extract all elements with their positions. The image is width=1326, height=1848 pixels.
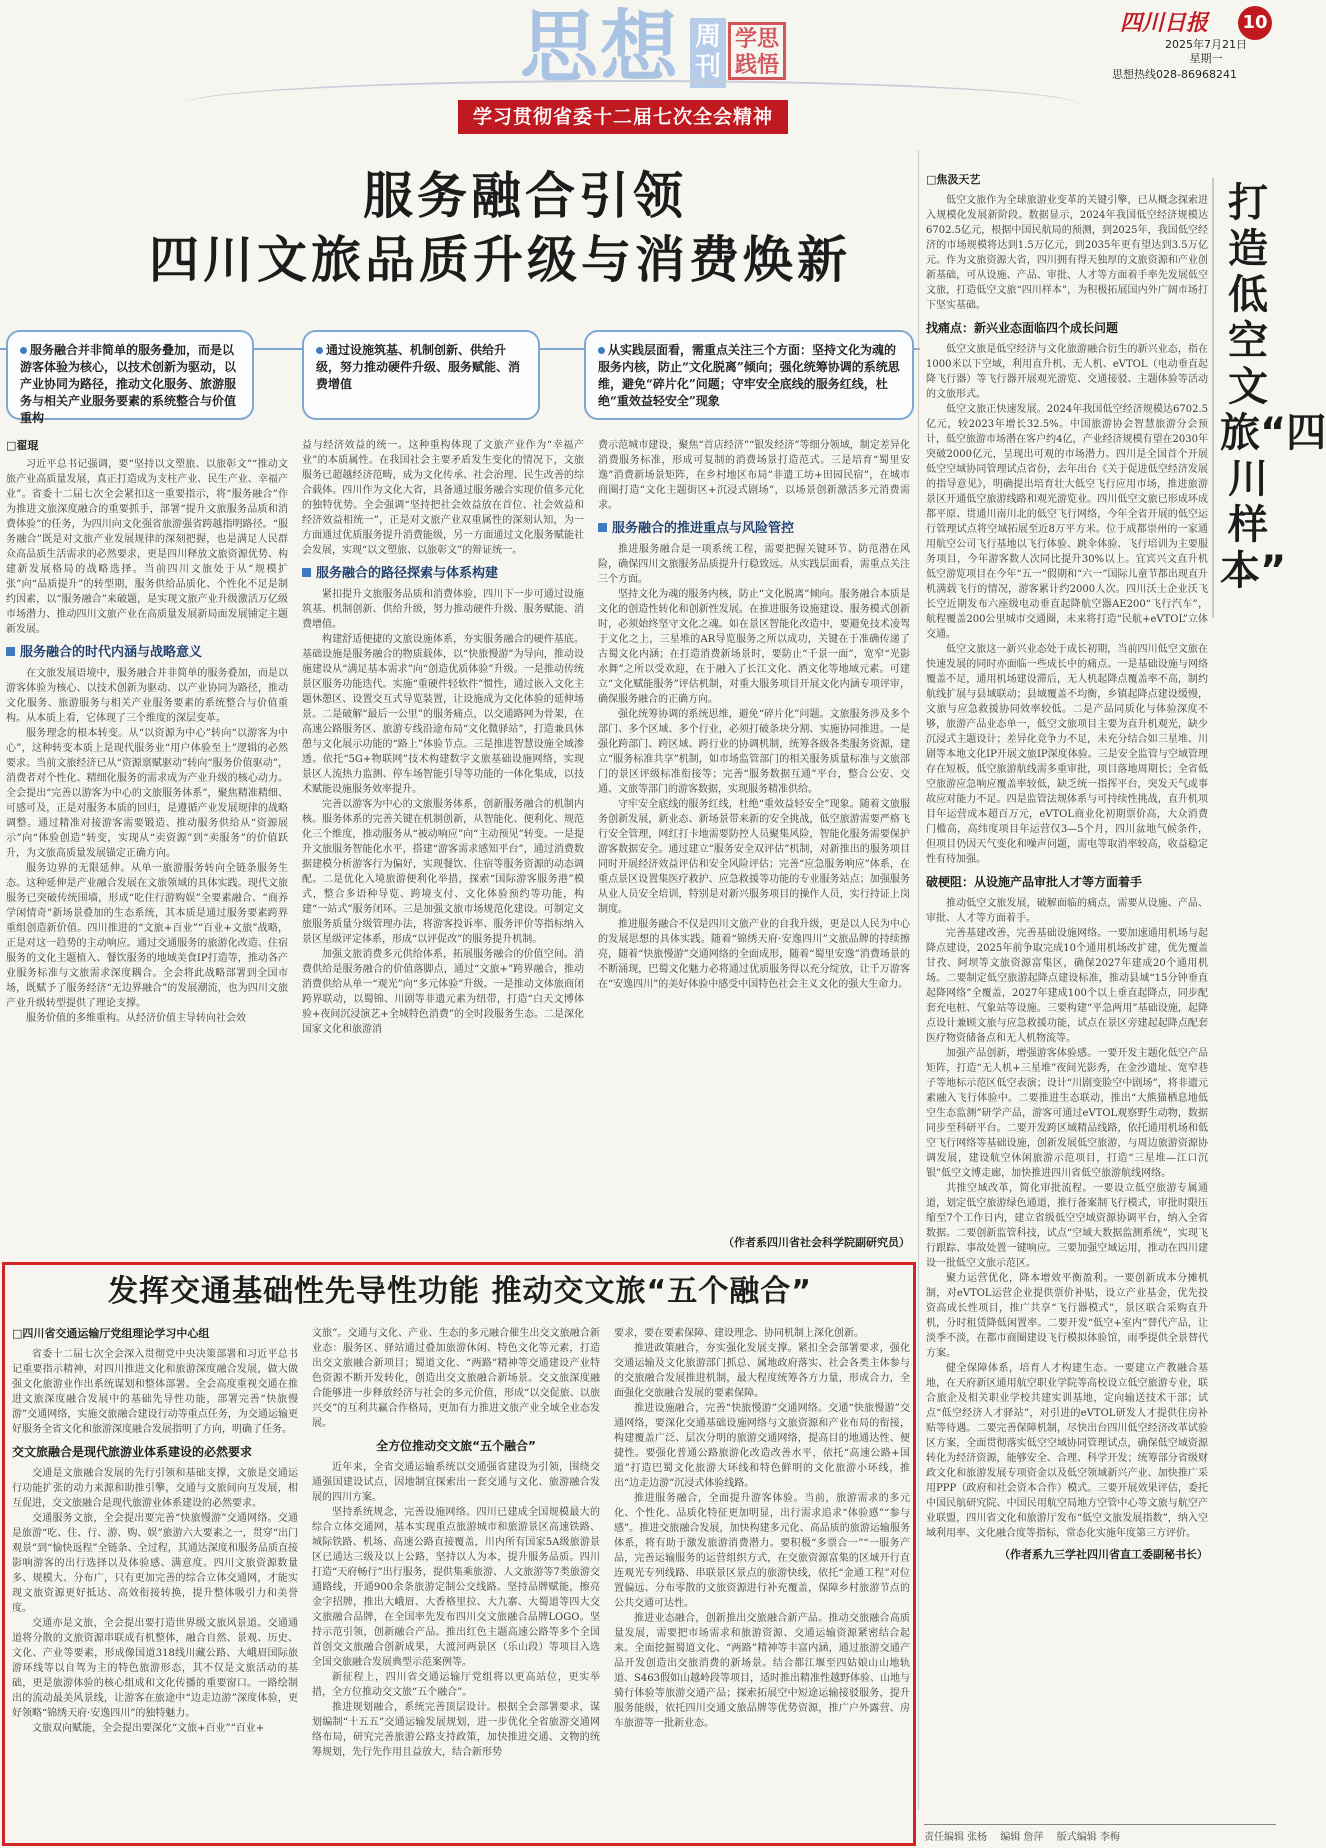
lead-column-1 xyxy=(6,438,288,1254)
bottom-byline: □四川省交通运输厅党组理论学习中心组 xyxy=(12,1327,210,1340)
side-title-rule xyxy=(1212,178,1214,618)
paragraph: 交通服务文旅，全会提出要完善“快旅慢游”交通网络。交通是旅游“吃、住、行、游、购、娱”旅游六大要素之一，贯穿“出门观景”到“愉快返程”全链条、全过程，其通达深度和服务品质直接影响游客的出行选择以及体验感、满意度。四川文旅资源数量多、规模大、分布广，只有更加完善的综合立体交通网，才能实现文旅资源更好抵达、高效衔接转换，提升整体吸引力和美誉度。 xyxy=(12,1513,298,1614)
section-heading xyxy=(302,566,584,581)
callout-text: 通过设施筑基、机制创新、供给升级，努力推动硬件升级、服务赋能、消费增值 xyxy=(316,343,521,391)
paragraph: 费示范城市建设，聚焦“首店经济”“银发经济”等细分领域，制定差异化消费服务标准，形成可复制的消费场景打造范式。三是培育“蜀里安逸”消费新场景矩阵，在乡村地区布局“非遗工坊+田园民宿”，在城市商圈打造“文化主题街区+沉浸式剧场”，以场景创新激活多元消费需求。 xyxy=(598,440,910,511)
paragraph: 健全保障体系，培育人才构建生态。一要建立产教融合基地，在天府新区通用航空职业学院等高校设立低空旅游专业，联合旅企及相关职业学校共建实训基地，定向输送技术干部；试点“低空经济人才驿站”，对引进的eVTOL研发人才提供住房补贴等待遇。二要完善保障机制，尽快出台四川低空经济改革试验区方案，全面贯彻落实低空空域协同管理试点，确保低空域资源转化为经济资源，能够安全、合理、科学开发；统筹部分省级财政文化和旅游发展专项资金以及低空领域新兴产业、加快推广采用PPP（政府和社会资本合作）模式。三要开展效果评估，委托中国民航研究院、中国民用航空局地方空管中心等文旅与航空产业联盟，四川省文化和旅游厅发布“低空文旅发展指数”，纳入空域利用率、文化融合度等指标，常态化实施年度第三方评价。 xyxy=(926,1363,1208,1539)
paragraph: 加强文旅消费多元供给体系，拓展服务融合的价值空间。消费供给是服务融合的价值落脚点，通过“文旅+”跨界融合，推动消费供给从单一“观光”向“多元体验”升级。一是推动文体旅商闭跨界联动，以蜀锦、川剧等非遗元素为纽带，打造“白天文博体验+夜间沉浸演艺+全城特色消费”的全时段服务生态。二是深化国家文化和旅游消 xyxy=(302,949,584,1035)
callout-text: 服务融合并非简单的服务叠加，而是以游客体验为核心，以技术创新为驱动，以产业协同为路径，推动文化服务、旅游服务与相关产业服务要素的系统整合与价值重构 xyxy=(20,343,237,425)
section-heading-text: 服务融合的推进重点与风险管控 xyxy=(612,521,795,536)
paragraph: 推进服务融合，全面提升游客体验。当前，旅游需求的多元化、个性化、品质化特征更加明显，出行需求追求“体验感”“参与感”。推进交旅融合发展，加快构建多元化、高品质的旅游运输服务体系，将有助于激发旅游消费潜力。要积极“多票合一”“一服务产品，完善运输服务的运营组织方式，在交旅资源富集的区域开行直连观光专列线路、串联景区景点的旅游快线，依托“金通工程”对位置偏远、分布零散的文旅资源进行补充覆盖，保障乡村旅游节点的公共交通可达性。 xyxy=(614,1493,910,1609)
paragraph: 构建舒适便捷的文旅设施体系，夯实服务融合的硬件基底。基础设施是服务融合的物质载体，以“快旅慢游”为导向，推动设施建设从“满足基本需求”向“创造优质体验”升级。一是推动传统景区服务功能迭代。实施“重硬件轻软件”惯性，通过嵌入文化主题休憩区、设置交互式导览装置，让设施成为文化体验的延伸场景。二是破解“最后一公里”的服务痛点，以交通路网为骨架，在高速公路服务区、旅游专线沿途布局“文化微驿站”，打造兼具休憩与文化展示功能的“路上”体验节点。三是推进智慧设施全域渗透。依托“5G+物联网”技术构建数字文旅基础设施网络，实现景区人流热力监测、停车场智能引导等功能的一体化集成，以技术赋能设施服务效率提升。 xyxy=(302,634,584,795)
paragraph: 推进规划融合，系统完善顶层设计。根据全会部署要求，谋划编制“十五五”交通运输发展规划，进一步优化全省旅游交通网络布局，研究完善旅游公路支持政策，加快推进交通、文物的统筹规划，先行先作用且益放大，结合新形势 xyxy=(312,1702,600,1758)
side-signature: （作者系九三学社四川省直工委副秘书长） xyxy=(999,1548,1208,1561)
lead-signature: （作者系四川省社会科学院副研究员） xyxy=(723,1236,910,1249)
bullet-dot-icon xyxy=(598,347,605,354)
paragraph: 要求，要在要素保障、建设理念、协同机制上深化创新。 xyxy=(614,1328,864,1339)
paragraph: 近年来，全省交通运输系统以交通强省建设为引领，围绕交通强国建设试点，因地制宜探索出一套交通与文化、旅游融合发展的四川方案。 xyxy=(312,1462,600,1503)
paragraph: 完善以游客为中心的文旅服务体系，创新服务融合的机制内核。服务体系的完善关键在机制创新，从智能化、便利化、规范化三个维度，推动服务从“被动响应”向“主动预见”转变。一是提升文旅服务智能化水平，搭建“游客需求感知平台”，通过消费数据建模分析游客行为偏好，实现餐饮、住宿等服务资源的动态调配。二是优化入境旅游便利化举措，探索“国际游客服务港”模式，整合多语种导览、跨境支付、文化体验预约等功能，构建“一站式”服务闭环。三是加强文旅市场规范化建设。可制定文旅服务质量分级管理办法，将游客投诉率、服务评价等指标纳入景区星级评定体系，形成“以评促改”的服务提升机制。 xyxy=(302,799,584,945)
lead-headline-line2: 四川文旅品质升级与消费焕新 xyxy=(149,231,851,289)
paragraph: 聚力运营优化，降本增效平衡盈利。一要创新成本分摊机制，对eVTOL运营企业提供票价补贴，设立产业基金，优先投资高成长性项目，推广共享“飞行器模式”，景区联合采购直升机，分时租赁降低闲置率。二要开发“低空+室内”替代产品，让淡季不淡，在都市商圈建设飞行模拟体验馆，雨季提供全景替代方案。 xyxy=(926,1273,1208,1359)
callout-text: 从实践层面看，需重点关注三个方面：坚持文化为魂的服务内核，防止“文化脱离”倾向；强化统筹协调的系统思维，避免“碎片化”问题；守牢安全底线的服务红线，杜绝“重效益轻安全”现象 xyxy=(598,343,900,408)
weekly-label: 周刊 xyxy=(690,18,726,88)
section-title: 思想 xyxy=(520,3,681,93)
issue-date xyxy=(1146,38,1266,66)
bottom-column-1 xyxy=(12,1326,298,1840)
paragraph: 交通是文旅融合发展的先行引领和基础支撑，文旅是交通运行功能扩张的动力来源和助推引擎，交通与文旅间向互发展，相互促进，交文旅融合是现代旅游业体系建设的必然要求。 xyxy=(12,1468,298,1509)
side-byline: □焦汲天艺 xyxy=(926,173,981,186)
paragraph: 推进业态融合，创新推出交旅融合新产品。推动交旅融合高质量发展，需要把市场需求和旅游资源、交通运输资源紧密结合起来。全面挖掘蜀道文化、“两路”精神等丰富内涵，通过旅游交通产品开发创造出交旅消费的新场景。结合都江堰至四姑娘山山地轨道、S463假如山越岭段等项目，适时推出精准性越野体验、山地与骑行体验等旅游交通产品；探索拓展空中短途运输接驳服务，提升服务能级，依托四川交通文旅品牌等优势资源，推广户外露营、房车旅游等一批新业态。 xyxy=(614,1613,910,1729)
bullet-dot-icon xyxy=(316,347,323,354)
paragraph: 服务价值的多维重构。从经济价值主导转向社会效 xyxy=(26,1013,246,1024)
newspaper-logo: 四川日报 xyxy=(1120,10,1209,36)
paragraph: 益与经济效益的统一。这种重构体现了文旅产业作为“幸福产业”的本质属性。在我国社会主要矛盾发生变化的情况下，文旅服务已超越经济范畴，成为文化传承、社会治理、民生改善的综合载体。四川作为文化大省，具备通过服务融合实现价值多元化的独特优势。全会强调“坚持把社会效益放在首位、社会效益和经济效益相统一”，正是对文旅产业双重属性的深刻认知，为一方面通过优质服务提升消费能级，另一方面通过文化服务赋能社会发展，实现“以文塑旅、以旅彰文”的辩证统一。 xyxy=(302,440,584,556)
square-bullet-icon xyxy=(6,647,15,656)
lead-column-3 xyxy=(598,438,910,1230)
paragraph: 习近平总书记强调，要“坚持以文塑旅、以旅彰文”“推动文旅产业高质量发展，真正打造成为支柱产业、民生产业、幸福产业”。省委十二届七次全会紧扣这一重要指示，将“服务融合”作为推进文旅深度融合的重要抓手，部署“提升文旅服务品质和消费体验”的任务，为四川向文化强省旅游强省跨越指明路径。“服务融合”既是对文旅产业发展规律的深刻把握，也是满足人民群众高品质生活需求的必然要求，更是四川释放文旅资源优势、构建新发展格局的战略选择。当前四川文旅处于从“规模扩张”向“品质提升”的转型期，服务供给品质化、个性化不足是制约因素，以“服务融合”来破题，是实现文旅产业升级激活万亿级市场潜力、推动四川文旅产业在高质量发展新局面发展铺定主题新发展。 xyxy=(6,459,288,635)
footer-rule xyxy=(924,1824,1276,1825)
bottom-column-3 xyxy=(614,1326,910,1840)
paragraph: 交通亦是文旅，全会提出要打造世界级文旅风景道。交通通道将分散的文旅资源串联成有机整体，融合自然、景观、历史、文化、产业等要素，形成像国道318线川藏公路、大峨眉国际旅游环线等以自驾为主的特色旅游形态，其不仅是文旅活动的基础，更是旅游体验的核心组成和文化传播的重要窗口。一路绘制出的流动最美风景线，让游客在旅途中“边走边游”深度体验，更好领略“锦绣天府·安逸四川”的独特魅力。 xyxy=(12,1618,298,1719)
paragraph: 推进政策融合，夯实强化发展支撑。紧扣全会部署要求，强化交通运输及文化旅游部门抓总、属地政府落实、社会各类主体参与的交旅融合发展推进机制，最大程度统筹各方力量，形成合力，全面强化交旅融合发展的要素保障。 xyxy=(614,1343,910,1399)
paragraph: 低空文旅正快速发展。2024年我国低空经济规模达6702.5亿元，较2023年增长32.5%。中国旅游协会智慧旅游分会预计，低空旅游市场潜在客户约4亿，产业经济规模有望在2030年突破2000亿元，呈现出可观的市场潜力。四川是全国首个开展低空空域协同管理试点省份，去年出台《关于促进低空经济发展的指导意见》，明确提出培育壮大低空飞行应用市场，推进旅游景区开通低空旅游线路和观光游览业。四川低空文旅已形成环成都平原、贯通川南川北的低空飞行网络，今年全省开展的低空运行管理试点将空域拓展至近8万平方米。位于成都崇州的一家通用航空公司飞行基地以飞行体验、跳伞体验、飞行培训为主要服务项目，今年游客数人次同比提升30%以上。宜宾兴文直升机低空游览项目在今年“五一”假期和“六一”国际儿童节都出现直升机满载飞行的情况，游客累计约2000人次。四川沃土企业沃飞长空近期发布六座级电动垂直起降航空器AE200“飞行汽车”，航程覆盖200公里城市交通圈，未来将打造“民航+eVTOL”立体交通。 xyxy=(926,404,1208,640)
paragraph: 守牢安全底线的服务红线，杜绝“重效益轻安全”现象。随着文旅服务创新发展，新业态、新场景带来新的安全挑战，低空旅游需要严格飞行安全管理，网红打卡地需要防控人员聚集风险，智能化服务需要保护游客数据安全。通过建立“服务安全双评估”机制，对新推出的服务项目同时开展经济效益评估和安全风险评估；完善“应急服务响应”体系，在重点景区设置集医疗救护、应急救援等功能的专业服务站点；加强服务从业人员安全培训，特别是对新兴服务项目的操作人员，实行持证上岗制度。 xyxy=(598,799,910,915)
column-divider xyxy=(918,150,919,1810)
theme-banner: 学习贯彻省委十二届七次全会精神 xyxy=(458,100,788,134)
column-stamp: 学思践悟 xyxy=(728,22,786,80)
layout-editor-credit: 版式编辑 李梅 xyxy=(1056,1832,1120,1843)
paragraph: 强化统筹协调的系统思维，避免“碎片化”问题。文旅服务涉及多个部门、多个区域、多个行业，必须打破条块分割、实施协同推进。一是强化跨部门、跨区域、跨行业的协调机制，统筹各级各类服务资源，建立“服务标准共享”机制，如市场监管部门的相关服务质量标准与文旅部门的景区评级标准衔接等；完善“服务数据互通”平台，整合公安、交通、文旅等部门的游客数据，实现服务精准供给。 xyxy=(598,709,910,795)
paragraph: 加强产品创新，增强游客体验感。一要开发主题化低空产品矩阵，打造“无人机+三星堆”夜间光影秀，在金沙遗址、宽窄巷子等地标示范区低空表演；设计“川剧变脸空中剧场”，将非遗元素融入飞行体验中。二要推进生态联动，推出“大熊猫栖息地低空生态监测”研学产品，游客可通过eVTOL观察野生动物，数据同步至科研平台。二要开发跨区域精品线路，依托通用机场和低空飞行网络等基础设施，创新发展低空旅游，与周边旅游资源协调发展，建设航空休闲旅游示范项目，打造“三星堆—江口沉银”低空文博走廊，加快推进四川省低空旅游航线网络。 xyxy=(926,1048,1208,1179)
bottom-column-2 xyxy=(312,1326,600,1840)
callout-box xyxy=(302,330,540,420)
bullet-dot-icon xyxy=(20,347,27,354)
lead-column-2 xyxy=(302,438,584,1254)
callout-box xyxy=(6,330,254,425)
section-heading: 交文旅融合是现代旅游业体系建设的必然要求 xyxy=(12,1445,253,1459)
paragraph: 文旅双向赋能，全会提出要深化“文旅+百业”“百业+ xyxy=(32,1723,265,1734)
paragraph: 推进服务融合不仅是四川文旅产业的自我升级，更是以人民为中心的发展思想的具体实践。随着“锦绣天府·安逸四川”文旅品牌的持续擦亮，随着“快旅慢游”交通网络的全面成形，随着“蜀里安逸”消费场景的不断涌现，巴蜀文化魅力必将通过优质服务得以充分绽放，让千万游客在“安逸四川”的美好体验中感受中国特色社会主义文化的强大生命力。 xyxy=(598,919,910,990)
side-article-body xyxy=(926,172,1208,1820)
paragraph: 推动低空文旅发展，破解面临的痛点，需要从设施、产品、审批、人才等方面着手。 xyxy=(926,898,1208,924)
section-heading: 全方位推动交文旅“五个融合” xyxy=(376,1439,536,1453)
date-text: 2025年7月21日 xyxy=(1165,38,1247,51)
paragraph: 推进服务融合是一项系统工程，需要把握关键环节、防范潜在风险，确保四川文旅服务品质提升行稳致远。从实践层面看，需重点关注三个方面。 xyxy=(598,544,910,585)
weekday-text: 星期一 xyxy=(1189,52,1223,65)
square-bullet-icon xyxy=(598,523,607,532)
paragraph: 坚持文化为魂的服务内核，防止“文化脱离”倾向。服务融合本质是文化的创造性转化和创新性发展。在推进服务设施建设、服务模式创新时，必须始终坚守文化之魂。如在景区智能化改造中，要避免技术凌驾于文化之上，三星堆的AR导览服务之所以成功，关键在于准确传递了古蜀文化内涵；在打造消费新场景时，要防止“千景一面”，宽窄“光影水舞”之所以受欢迎，在于融入了长江文化、酒文化等地域元素。可建立“文化赋能服务”评估机制，对重大服务项目开展文化内涵专项评审，确保服务融合的正确方向。 xyxy=(598,589,910,705)
page-number-badge: 10 xyxy=(1238,6,1272,40)
paragraph: 服务边界的无限延伸。从单一旅游服务转向全链条服务生态。这种延伸是产业融合发展在文旅领域的具体实践。现代文旅服务已突破传统围墙，形成“吃住行游购娱”全要素融合、“商养学闲情奇”新场景叠加的生态系统，其本质是通过服务要素跨界重组创造新价值。四川推进的“文旅+百业”“百业+文旅”战略，正是对这一趋势的主动响应。通过交通服务的旅游化改造、住宿服务的文化主题植入、餐饮服务的地域美食IP打造等，推动各产业服务标准与文旅需求深度耦合。全会将此战略部署到全国市场，既赋予了服务经济“无边界融合”的发展潮流，也为四川文旅产业升级转型提供了理论支撑。 xyxy=(6,863,288,1009)
bottom-article-title: 发挥交通基础性先导性功能 推动交文旅“五个融合” xyxy=(108,1274,812,1309)
section-heading xyxy=(6,645,288,660)
hotline-text: 思想热线028-86968241 xyxy=(1112,68,1237,81)
paragraph: 低空文旅是低空经济与文化旅游融合衍生的新兴业态，指在1000米以下空域，利用直升机、无人机、eVTOL（电动垂直起降飞行器）等飞行器开展观光游览、交通接驳、主题体验等活动的文旅形式。 xyxy=(926,344,1208,400)
section-heading: 找痛点：新兴业态面临四个成长问题 xyxy=(926,321,1119,335)
section-heading xyxy=(598,521,910,536)
paragraph: 文旅”。交通与文化、产业、生态的多元融合催生出交文旅融合新业态：服务区、驿站通过叠加旅游休闲、特色文化等元素，打造出交文旅融合新项目；蜀道文化、“两路”精神等交通建设产业特色资源不断开发转化，创造出交文旅融合新场景。交文旅深度融合能够进一步释放经济与社会的多元价值，形成“以交促旅、以旅兴交”的互利共赢合作格局，更加有力推进文旅产业全域全业态发展。 xyxy=(312,1328,600,1429)
paragraph: 紧扣提升文旅服务品质和消费体验，四川下一步可通过设施筑基、机制创新、供给升级，努力推动硬件升级、服务赋能、消费增值。 xyxy=(302,589,584,630)
paragraph: 完善基建改善，完善基础设施网络。一要加速通用机场与起降点建设，2025年前争取完成10个通用机场改扩建，优先覆盖甘孜、阿坝等文旅资源富集区，确保2027年建成20个通用机场。二要制定低空旅游起降点建设标准，推动县域“15分钟垂直起降网络”全覆盖，2027年建成100个以上垂直起降点，同步配套充电桩、气象站等设施。三要构建“平急两用”基础设施，起降点设计兼顾文旅与应急救援功能，试点在景区旁建起起降点配套医疗物资储备点和无人机物流等。 xyxy=(926,928,1208,1044)
paragraph: 共推空域改革，简化审批流程。一要设立低空旅游专属通道，划定低空旅游绿色通道，推行备案制飞行模式，审批时限压缩至7个工作日内，建立省级低空空域资源协调平台，纳入全省数据。二要创新监管科技，试点“空域大数据监测系统”，实现飞行跟踪、事故处置一键响应。三要加强空域运用，推动在四川建设一批低空文旅示范区。 xyxy=(926,1183,1208,1269)
lead-headline-line1: 服务融合引领 xyxy=(363,167,687,225)
paragraph: 低空文旅这一新兴业态处于成长初期，当前四川低空文旅在快速发展的同时亦面临一些成长中的痛点。一是基础设施与网络覆盖不足，通用机场建设滞后，无人机起降点覆盖率不高，制约航线扩展与县域联动；县域覆盖不均衡，乡镇起降点建设缓慢，文旅与应急救援协同效率较低。二是产品同质化与体验深度不够，旅游产品业态单一，低空文旅项目主要为直升机观光，缺少沉浸式主题设计；差异化竞争力不足，未充分结合如三星堆、川剧等本地文化IP开展文旅IP深度体验。三是安全监管与空域管理存在短板，低空旅游航线需多重审批，项目落地周期长；全省低空旅游应急响应覆盖率较低，缺乏统一指挥平台，突发天气或事故应对能力不足。四是监管法规体系与可持续性挑战，直升机项目年运营成本超百万元，eVTOL商业化初期票价高，大众消费门槛高，高纬度项目年运营仅3—5个月，四川盆地气候条件，但项目仍因天气变化和噪声问题，需电等取消率较高，收益稳定性有待加强。 xyxy=(926,644,1208,865)
section-heading-text: 服务融合的路径探索与体系构建 xyxy=(316,566,499,581)
editor-credits xyxy=(924,1828,1276,1843)
paragraph: 在文旅发展语境中，服务融合并非简单的服务叠加，而是以游客体验为核心、以技术创新为驱动、以产业协同为路径，推动文化服务、旅游服务与相关产业服务要素的系统整合与价值重构。从本质上看，它体现了三个维度的深层变革。 xyxy=(6,668,288,724)
paragraph: 坚持系统规念，完善设施网络。四川已建成全国规模最大的综合立体交通网，基本实现重点旅游城市和旅游景区高速铁路、城际铁路、机场、高速公路直接覆盖，川内所有国家5A级旅游景区已通达三级及以上公路，坚持以人为本，提升服务品质。四川打造“天府畅行”出行服务，提供集乘旅游、人文旅游等7类旅游交通路线，开通900余条旅游定制公交线路。坚持品牌赋能，擦亮金字招牌，推出大峨眉、大香格里拉、大九寨、大蜀道等四大交文旅融合品牌，在全国率先发布四川交文旅融合品牌LOGO。坚持示范引领，创新融合产品。推出红色主题高速公路等多个全国首创交文旅融合创新成果，大渡河两景区（乐山段）等项目入选全国交旅融合发展典型示范案例等。 xyxy=(312,1507,600,1668)
side-article-title: 打造低空文旅“四川样本” xyxy=(1220,180,1326,594)
callout-box xyxy=(584,330,914,420)
editor-credit: 编辑 詹萍 xyxy=(1000,1832,1044,1843)
paragraph: 省委十二届七次全会深入贯彻党中央决策部署和习近平总书记重要指示精神，对四川推进文化和旅游深度融合发展，做大做强文化旅游业作出系统谋划和整体部署。全会高度重视交通在推进文旅深度融合发展中的基础先导性功能，部署完善“快旅慢游”交通网络，实施交旅融合建设行动等重点任务，为交通运输更好服务全省文化和旅游深度融合发展指明了方向，明确了任务。 xyxy=(12,1349,298,1435)
paragraph: 低空文旅作为全球旅游业变革的关键引擎，已从概念探索进入规模化发展新阶段。数据显示，2024年我国低空经济规模达6702.5亿元，根据中国民航局的预测，到2025年，我国低空经济的市场规模将达到1.5万亿元，到2035年更有望达到3.5万亿元。作为文旅资源大省，四川拥有得天独厚的文旅资源和产业创新基础，可从设施、产品、审批、人才等方面着手率先发展低空文旅，打造低空文旅“四川样本”，为积极拓展国内外广阔市场打下坚实基础。 xyxy=(926,195,1208,311)
paragraph: 新征程上，四川省交通运输厅党组将以更高站位，更实举措，全方位推动交文旅“五个融合”。 xyxy=(312,1672,600,1698)
paragraph: 推进设施融合，完善“快旅慢游”交通网络。交通“快旅慢游”交通网络，要深化交通基础设施网络与文旅资源和产业布局的衔接，构建覆盖广泛、层次分明的旅游交通网络，提高目的地通达性、便捷性。要强化普通公路旅游化改造改善水平，依托“高速公路+国道”打造巴蜀文化旅游大环线和特色鲜明的文化旅游小环线，推出“边走边游”沉浸式体验线路。 xyxy=(614,1403,910,1489)
square-bullet-icon xyxy=(302,568,311,577)
section-heading: 破梗阻：从设施产品审批人才等方面着手 xyxy=(926,875,1143,889)
paragraph: 服务理念的根本转变。从“以资源为中心”转向“以游客为中心”，这种转变本质上是现代服务业“用户体验至上”逻辑的必然要求。当前文旅经济已从“资源禀赋驱动”转向“服务价值驱动”，消费者对个性化、精细化服务的需求成为产业升级的核心动力。全会提出“完善以游客为中心的文旅服务体系”，聚焦精准精细、可感可及，正是对服务本质的回归，是遵循产业发展规律的战略调整。通过精准对接游客需要锻造、推动服务供给从“资源展示”向“体验创造”转变，实现从“卖资源”到“卖服务”的价值跃升，为文旅高质量发展锚定正确方向。 xyxy=(6,728,288,859)
section-heading-text: 服务融合的时代内涵与战略意义 xyxy=(20,645,203,660)
lead-byline: □翟琨 xyxy=(6,439,39,452)
editor-credit: 责任编辑 张杨 xyxy=(924,1832,988,1843)
